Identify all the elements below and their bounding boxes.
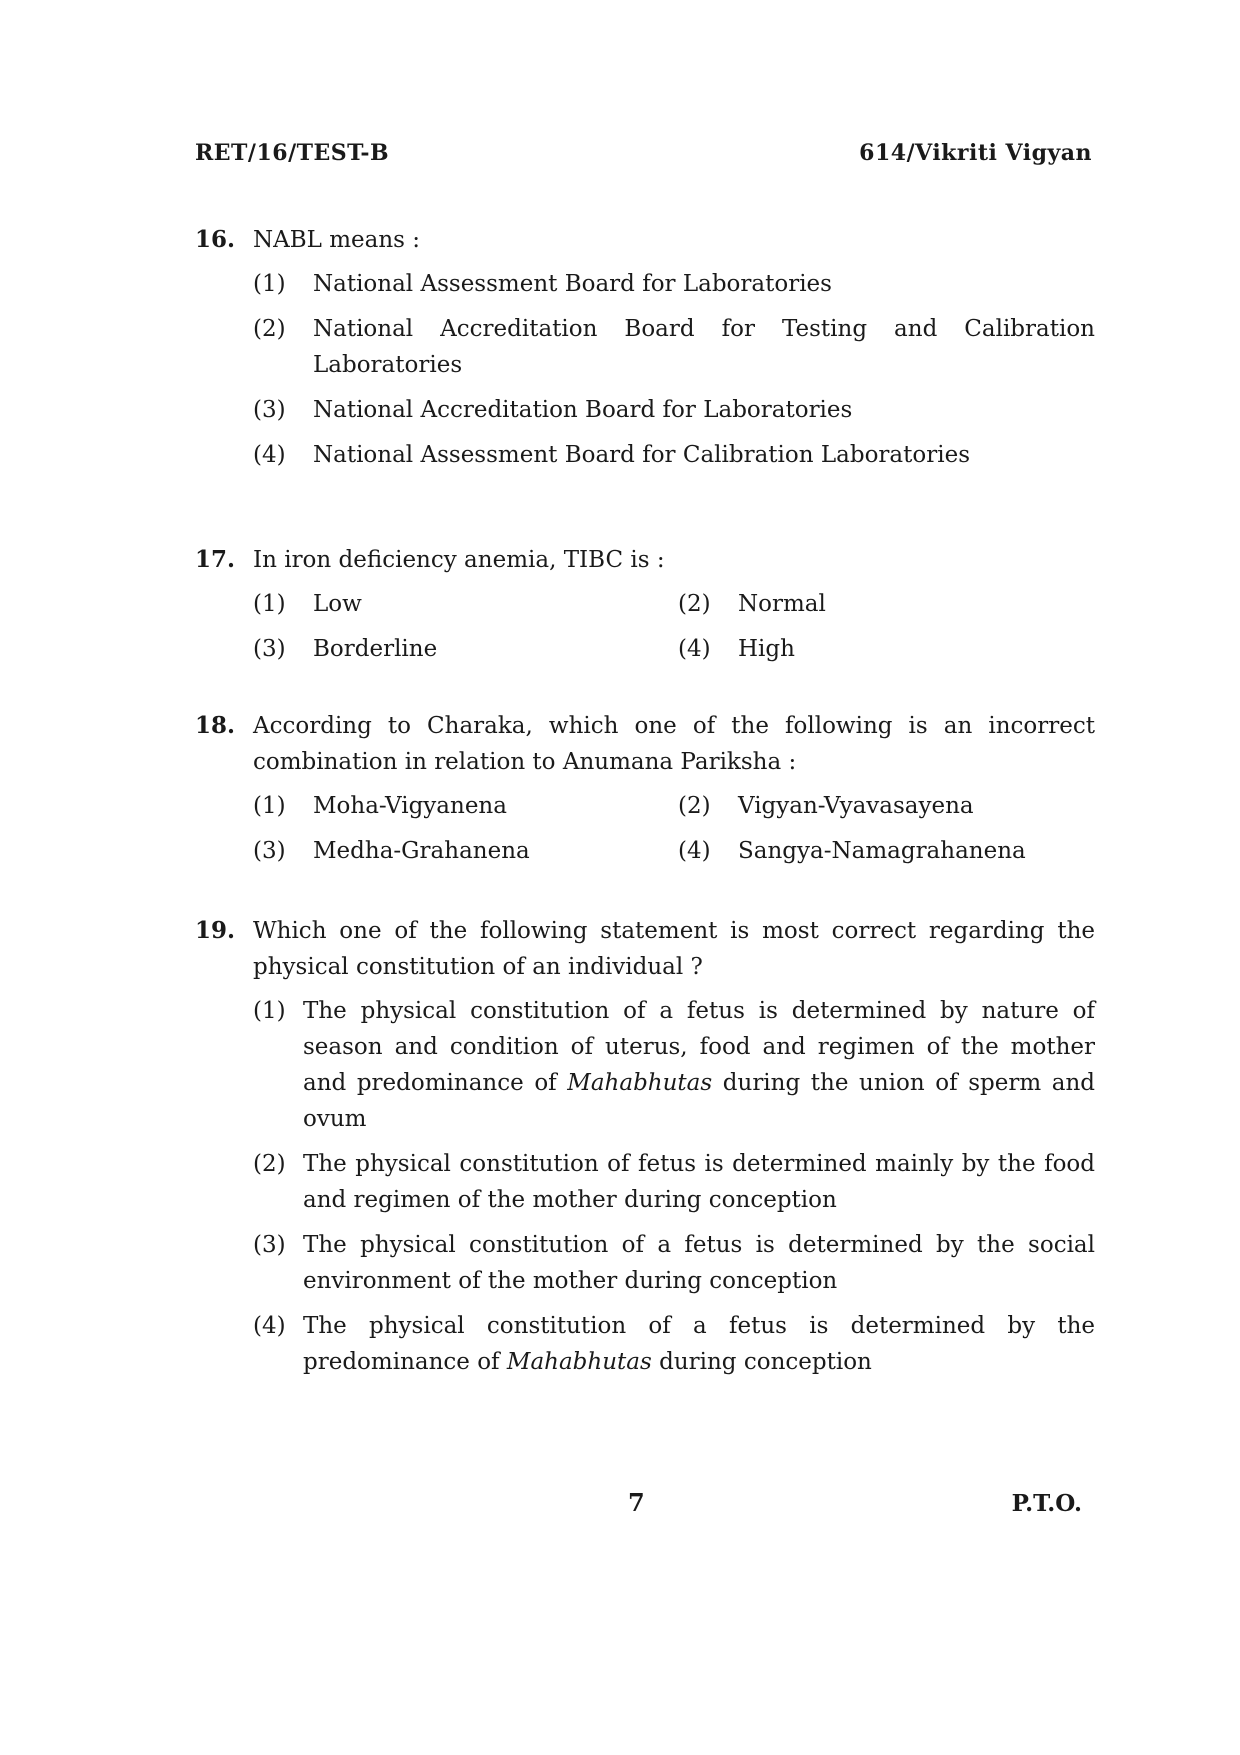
question-text: According to Charaka, which one of the following is an incorrect combination in relation to Anumana Pariksha : — [253, 713, 1095, 775]
option-emphasis: Mahabhutas — [567, 1070, 713, 1096]
option-number: (2) — [253, 316, 286, 342]
option — [678, 586, 1098, 622]
option-text: Low — [313, 591, 362, 617]
option — [253, 993, 1095, 1137]
page-number: 7 — [628, 1488, 645, 1517]
option-number: (2) — [678, 591, 711, 617]
option — [253, 631, 678, 667]
option-text: National Accreditation Board for Laboratories — [313, 397, 853, 423]
option-text: during conception — [659, 1349, 872, 1375]
option — [678, 833, 1098, 869]
option — [253, 833, 678, 869]
option-text: Normal — [738, 591, 826, 617]
option-text: Sangya-Namagrahanena — [738, 838, 1026, 864]
option — [253, 311, 1095, 383]
option-text: The physical constitution of a fetus is determined by the predominance of — [303, 1313, 1095, 1375]
option-text: The physical constitution of a fetus is determined by nature of season and condition of uterus, food and regimen of the mother and predominance of — [303, 998, 1095, 1096]
question-text: NABL means : — [253, 227, 421, 253]
option — [253, 1146, 1095, 1218]
option-number: (2) — [678, 793, 711, 819]
option — [678, 788, 1098, 824]
option-text: Vigyan-Vyavasayena — [738, 793, 974, 819]
option — [253, 788, 678, 824]
option-text: Moha-Vigyanena — [313, 793, 507, 819]
option-number: (1) — [253, 591, 286, 617]
question-16 — [195, 222, 1095, 482]
option — [253, 392, 1095, 428]
option-number: (3) — [253, 636, 286, 662]
option-list — [253, 586, 1095, 667]
option-text: The physical constitution of a fetus is determined by the social environment of the mother during conception — [303, 1232, 1095, 1294]
option — [253, 1227, 1095, 1299]
option-number: (4) — [678, 636, 711, 662]
question-19 — [195, 913, 1095, 1389]
question-text: In iron deficiency anemia, TIBC is : — [253, 547, 665, 573]
option-number: (4) — [678, 838, 711, 864]
option-text: National Accreditation Board for Testing and Calibration Laboratories — [313, 316, 1095, 378]
option — [253, 266, 1095, 302]
option-text: Borderline — [313, 636, 438, 662]
option-list — [253, 266, 1095, 473]
option-text: Medha-Grahanena — [313, 838, 530, 864]
option-number: (1) — [253, 271, 286, 297]
option — [253, 437, 1095, 473]
question-text: Which one of the following statement is most correct regarding the physical constitution of an individual ? — [253, 918, 1095, 980]
option-number: (4) — [253, 1313, 286, 1339]
option-list — [253, 993, 1095, 1380]
subject-title: 614/Vikriti Vigyan — [859, 140, 1092, 166]
option-text: National Assessment Board for Calibration Laboratories — [313, 442, 970, 468]
question-number: 19. — [195, 917, 236, 944]
option-text: High — [738, 636, 795, 662]
option-number: (3) — [253, 838, 286, 864]
option-number: (4) — [253, 442, 286, 468]
pto-label: P.T.O. — [1011, 1490, 1082, 1517]
option-number: (2) — [253, 1151, 286, 1177]
question-18 — [195, 708, 1095, 869]
option-number: (3) — [253, 397, 286, 423]
option-number: (1) — [253, 998, 286, 1024]
option — [253, 586, 678, 622]
option-emphasis: Mahabhutas — [506, 1349, 652, 1375]
question-number: 16. — [195, 226, 236, 253]
option-list — [253, 788, 1095, 869]
option-number: (3) — [253, 1232, 286, 1258]
question-number: 18. — [195, 712, 236, 739]
option-text: during the union of sperm and ovum — [303, 1070, 1095, 1132]
question-17 — [195, 542, 1095, 667]
option-text: The physical constitution of fetus is determined mainly by the food and regimen of the mother during conception — [303, 1151, 1095, 1213]
option — [678, 631, 1098, 667]
question-number: 17. — [195, 546, 236, 573]
option-number: (1) — [253, 793, 286, 819]
option — [253, 1308, 1095, 1380]
exam-code: RET/16/TEST-B — [195, 140, 390, 166]
option-text: National Assessment Board for Laboratories — [313, 271, 832, 297]
